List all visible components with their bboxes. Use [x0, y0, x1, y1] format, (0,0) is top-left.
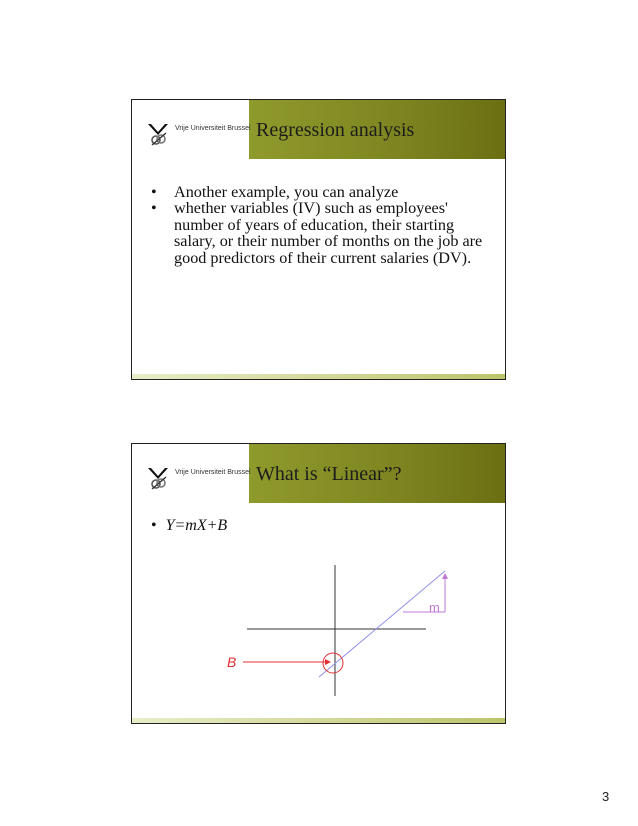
regression-line	[319, 571, 445, 677]
bullet-text: whether variables (IV) such as employees' number of years of education, their starting salary, or their number of months on the job are good predictors of their current salaries (DV).	[174, 199, 483, 267]
bullet-item: • Another example, you can analyze	[151, 183, 399, 201]
logo-text: Vrije Universiteit Brussel	[175, 125, 251, 132]
formula-bullet: • Y=mX+B	[151, 517, 228, 534]
page-number: 3	[602, 789, 610, 804]
bullet-text: Another example, you can analyze	[174, 183, 399, 201]
slide-footer-bar	[132, 374, 505, 379]
slope-label: m	[429, 600, 440, 615]
bullet-list	[151, 184, 496, 266]
slide-title: Regression analysis	[256, 119, 415, 141]
linear-diagram	[132, 444, 505, 723]
logo-text: Vrije Universiteit Brussel	[175, 469, 251, 476]
intercept-circle	[323, 653, 343, 673]
formula-text: Y=mX+B	[165, 517, 228, 534]
vub-logo-icon	[147, 122, 171, 146]
bullet-item: • whether variables (IV) such as employees' number of years of education, their starting salary, or their number of months on the job are good predictors of their current salaries (DV).	[151, 199, 483, 267]
slide-regression-analysis	[131, 99, 506, 380]
slide-title: What is “Linear”?	[256, 463, 402, 485]
slide-footer-bar	[132, 718, 505, 723]
slide-what-is-linear	[131, 443, 506, 724]
intercept-label: B	[227, 654, 237, 670]
